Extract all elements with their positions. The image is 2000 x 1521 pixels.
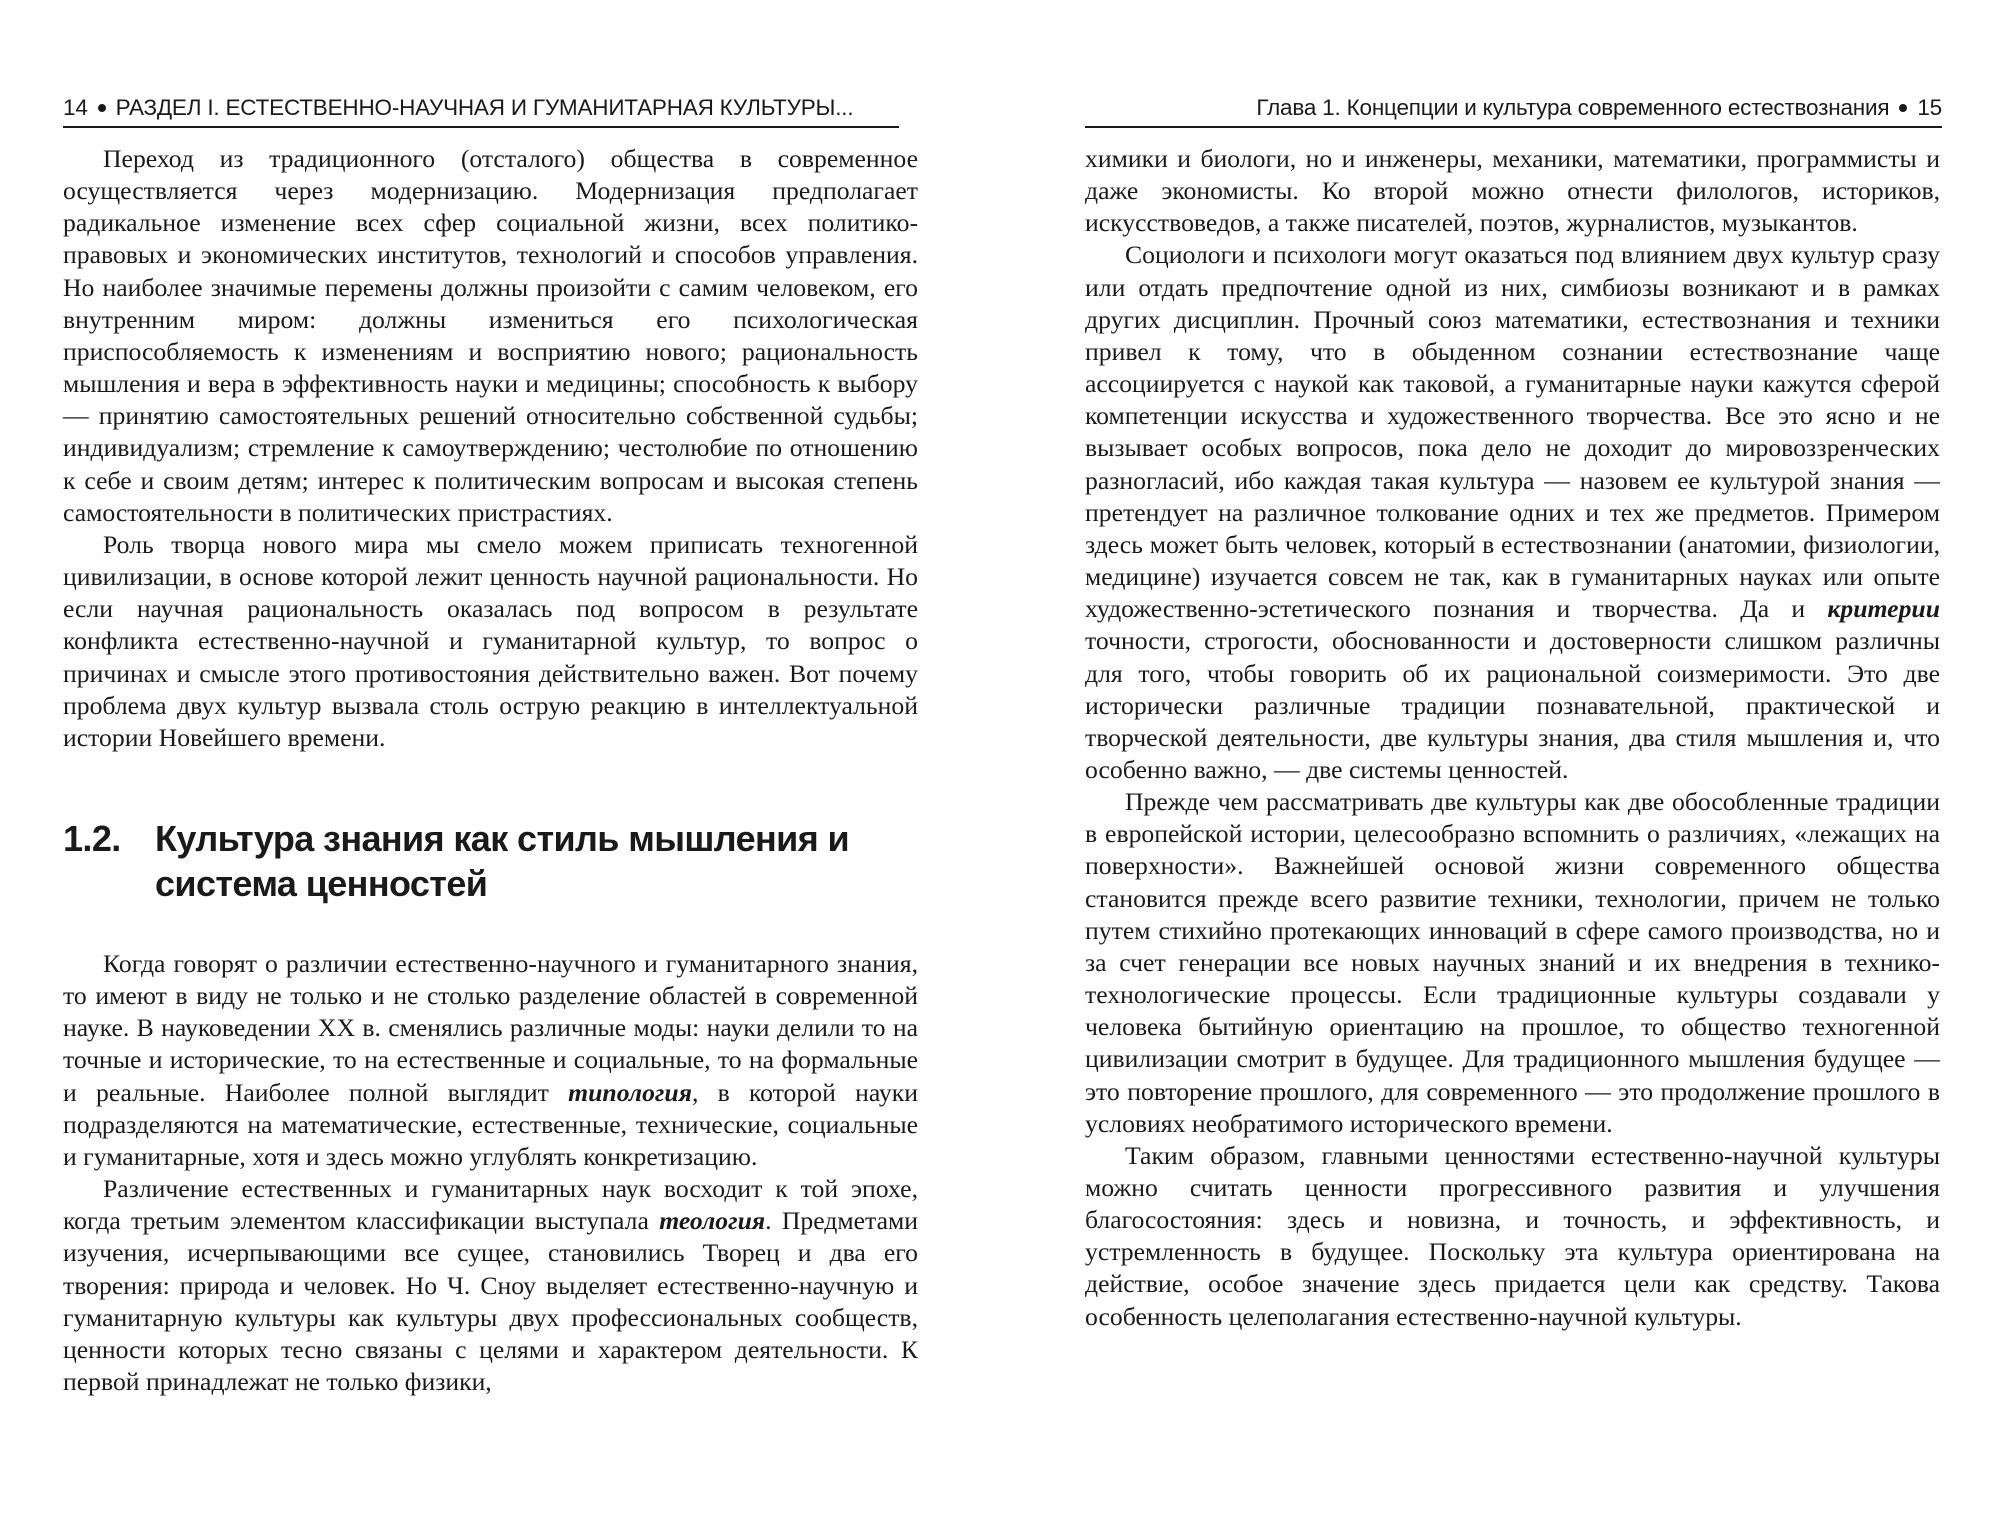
term-tipologiya: типология (568, 1077, 692, 1107)
section-number: 1.2. (63, 817, 121, 859)
right-page (1085, 95, 1940, 1333)
right-paragraph-2-text-b: точности, строгости, обоснованности и достоверности слишком различны для того, чтобы говорить об их рациональной соизмеримости. Это две исторически различные традиции познавательной, практической и творческой деятельности, две культуры знания, два стиля мышления и, что особенно важно, — две системы ценностей. (1085, 626, 1940, 784)
left-running-head (63, 95, 899, 128)
right-paragraph-1: химики и биологи, но и инженеры, механики, математики, программисты и даже экономисты. Ко второй можно отнести филологов, историков, искусствоведов, а также писателей, поэтов, журналистов, музыкантов. (1085, 144, 1940, 238)
right-running-head-title: Глава 1. Концепции и культура современного естествознания (1256, 95, 1890, 120)
left-paragraph-2: Роль творца нового мира мы смело можем приписать техногенной цивилизации, в основе которой лежит ценность научной рациональности. Но если научная рациональность оказалась под вопросом в результате конфликта естественно-научной и гуманитарной культур, то вопрос о причинах и смысле этого противостояния действительно важен. Вот почему проблема двух культур вызвала столь острую реакцию в интеллектуальной истории Новейшего времени. (63, 529, 918, 752)
left-paragraph-4-text-a: Различение естественных и гуманитарных наук восходит к той эпохе, когда третьим элементом классификации выступала (63, 1174, 918, 1236)
left-paragraph-4-text-b: . Предметами изучения, исчерпывающими все сущее, становились Творец и два его творения: природа и человек. Но Ч. Сноу выделяет естественно-научную и гуманитарную культуры как культуры двух профессиональных сообществ, ценности которых тесно связаны с целями и характером деятельности. К первой принадлежат не только физики, (63, 1206, 918, 1396)
left-paragraph-3-text-a: Когда говорят о различии естественно-научного и гуманитарного знания, то имеют в виду не только и не столько разделение областей в современной науке. В науковедении XX в. сменялись различные моды: науки делили то на точные и исторические, то на естественные и социальные, то на формальные и реальные. Наиболее полной выглядит (63, 948, 918, 1107)
left-page-body (63, 143, 918, 1398)
left-running-head-title: РАЗДЕЛ I. ЕСТЕСТВЕННО-НАУЧНАЯ И ГУМАНИТАРНАЯ КУЛЬТУРЫ... (115, 95, 854, 120)
section-title: Культура знания как стиль мышления и система ценностей (155, 817, 850, 904)
left-paragraph-3 (63, 948, 918, 1173)
section-heading (63, 816, 918, 906)
left-page-number: 14 (63, 95, 88, 120)
left-paragraph-4 (63, 1173, 918, 1398)
right-running-head (1085, 95, 1942, 128)
term-teologiya: теология (659, 1206, 766, 1236)
left-paragraph-3-text-b: , в которой науки подразделяются на математические, естественные, технические, социальные и гуманитарные, хотя и здесь можно углублять конкретизацию. (63, 1077, 918, 1171)
right-paragraph-3: Прежде чем рассматривать две культуры как две обособленные традиции в европейской истории, целесообразно вспомнить о различиях, «лежащих на поверхности». Важнейшей основой жизни современного общества становится прежде всего развитие техники, технологии, причем не только путем стихийно протекающих инноваций в сфере самого производства, но и за счет генерации все новых научных знаний и их внедрения в технико-технологические процессы. Если традиционные культуры создавали у человека бытийную ориентацию на прошлое, то общество техногенной цивилизации смотрит в будущее. Для традиционного мышления будущее — это повторение прошлого, для современного — это продолжение прошлого в условиях необратимого исторического времени. (1085, 787, 1940, 1138)
right-page-body (1085, 143, 1940, 1333)
right-paragraph-2-text-a: Социологи и психологи могут оказаться под влиянием двух культур сразу или отдать предпочтение одной из них, симбиозы возникают и в рамках других дисциплин. Прочный союз математики, естествознания и техники привел к тому, что в обыденном сознании естествознание чаще ассоциируется с наукой как таковой, а гуманитарные науки кажутся сферой компетенции искусства и художественного творчества. Все это ясно и не вызывает особых вопросов, пока дело не доходит до мировоззренческих разногласий, ибо каждая такая культура — назовем ее культурой знания — претендует на различное толкование одних и тех же предметов. Примером здесь может быть человек, который в естествознании (анатомии, физиологии, медицине) изучается совсем не так, как в гуманитарных науках или опыте художественно-эстетического познания и творчества. Да и (1085, 240, 1940, 624)
left-paragraph-1: Переход из традиционного (отсталого) общества в современное осуществляется через модернизацию. Модернизация предполагает радикальное изменение всех сфер социальной жизни, всех политикоправовых и экономических институтов, технологий и способов управления. Но наиболее значимые перемены должны произойти с самим человеком, его внутренним миром: должны измениться его психологическая приспособляемость к изменениям и восприятию нового; рациональность мышления и вера в эффективность науки и медицины; способность к выбору — принятию самостоятельных решений относительно собственной судьбы; индивидуализм; стремление к самоутверждению; честолюбие по отношению к себе и своим детям; интерес к политическим вопросам и высокая степень самостоятельности в политических пристрастиях. (63, 144, 918, 527)
bullet-dot-icon (98, 104, 106, 112)
left-page (63, 95, 918, 1398)
right-page-number: 15 (1917, 95, 1942, 120)
term-kriterii: критерии (1827, 594, 1940, 624)
right-paragraph-2 (1085, 239, 1940, 786)
bullet-dot-icon (1899, 104, 1907, 112)
right-paragraph-4: Таким образом, главными ценностями естественно-научной культуры можно считать ценности прогрессивного развития и улучшения благосостояния: здесь и новизна, и точность, и эффективность, и устремленность в будущее. Поскольку эта культура ориентирована на действие, особое значение здесь придается цели как средству. Такова особенность целеполагания естественно-научной культуры. (1085, 1140, 1940, 1331)
